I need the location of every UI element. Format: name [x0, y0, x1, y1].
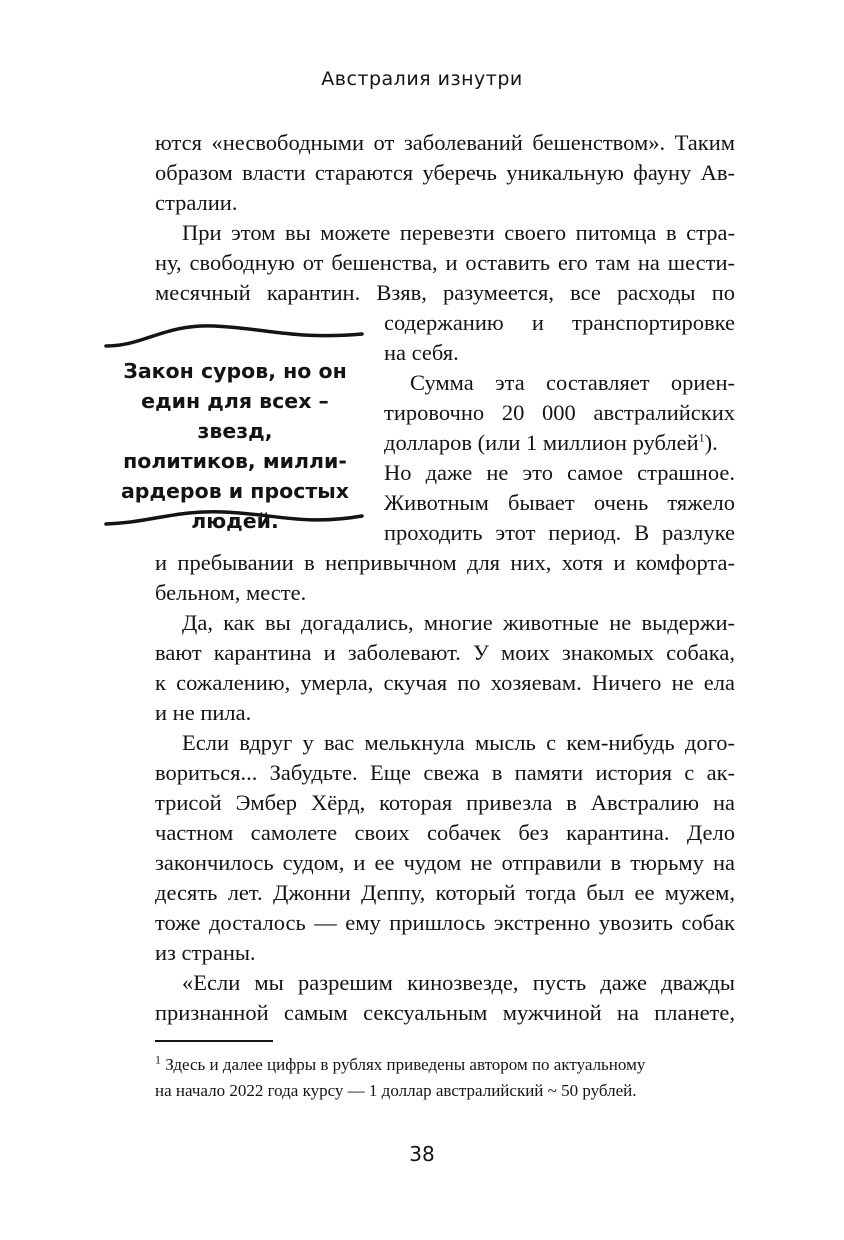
body-line: месячный карантин. Взяв, разумеется, все расходы по	[155, 280, 735, 305]
body-line: из страны.	[155, 940, 256, 965]
body-line: к сожалению, умерла, скучая по хозяевам. Ничего не ела	[155, 670, 735, 695]
body-line-text: долларов (или 1 миллион рублей	[384, 430, 699, 455]
body-line: тоже досталось — ему пришлось экстренно увозить собак	[155, 910, 735, 935]
body-line: и не пила.	[155, 700, 252, 725]
body-line: Да, как вы догадались, многие животные не выдержи-	[182, 610, 735, 635]
body-line-with-footnote	[384, 428, 735, 458]
body-line: проходить этот период. В разлуке	[384, 520, 735, 545]
body-line: тировочно 20 000 австралийских	[384, 400, 735, 425]
body-line: «Если мы разрешим кинозвезде, пусть даже дважды	[182, 970, 735, 995]
body-line: ются «несвободными от заболеваний бешенством». Таким	[155, 130, 735, 155]
body-line: закончилось судом, и ее чудом не отправили в тюрьму на	[155, 850, 735, 875]
body-line: десять лет. Джонни Деппу, который тогда был ее мужем,	[155, 880, 735, 905]
pull-quote-line: политиков, милли-	[123, 449, 347, 473]
body-line: образом власти стараются уберечь уникальную фауну Ав-	[155, 160, 735, 185]
page-number: 38	[409, 1142, 435, 1166]
body-line: признанной самым сексуальным мужчиной на планете,	[155, 1000, 735, 1025]
body-line: частном самолете своих собачек без карантина. Дело	[155, 820, 735, 845]
footnote-reference: 1	[698, 430, 705, 445]
body-line: При этом вы можете перевезти своего питомца в стра-	[182, 220, 735, 245]
footnote-line	[155, 1052, 735, 1077]
wavy-rule-top	[104, 318, 366, 352]
footnote-text: Здесь и далее цифры в рублях приведены автором по актуальному	[161, 1055, 646, 1074]
body-line: ну, свободную от бешенства, и оставить его там на шести-	[155, 250, 735, 275]
body-line: трисой Эмбер Хёрд, которая привезла в Австралию на	[155, 790, 735, 815]
body-line: Животным бывает очень тяжело	[384, 490, 735, 515]
body-line: вориться... Забудьте. Еще свежа в памяти история с ак-	[155, 760, 735, 785]
footnote-line: на начало 2022 года курсу — 1 доллар австралийский ~ 50 рублей.	[155, 1081, 637, 1100]
body-line: и пребывании в непривычном для них, хотя и комфорта-	[155, 550, 735, 575]
body-line: Сумма эта составляет ориен-	[410, 370, 735, 395]
wavy-rule-bottom	[104, 506, 366, 532]
body-line: вают карантина и заболевают. У моих знакомых собака,	[155, 640, 735, 665]
running-header: Австралия изнутри	[321, 68, 523, 90]
footnote-rule	[155, 1040, 273, 1042]
body-line: на себя.	[384, 340, 459, 365]
pull-quote-line: людей.	[191, 509, 279, 533]
pull-quote-line: ардеров и простых	[120, 479, 350, 503]
body-line: бельном, месте.	[155, 580, 307, 605]
body-line: стралии.	[155, 190, 238, 215]
body-line-tail: ).	[704, 430, 718, 455]
pull-quote-line: един для всех – звезд,	[141, 389, 329, 443]
body-line: содержанию и транспортировке	[384, 310, 735, 335]
footnote-marker: 1	[155, 1052, 161, 1067]
body-line: Но даже не это самое страшное.	[384, 460, 735, 485]
body-line: Если вдруг у вас мелькнула мысль с кем-нибудь дого-	[182, 730, 735, 755]
pull-quote-line: Закон суров, но он	[123, 359, 347, 383]
